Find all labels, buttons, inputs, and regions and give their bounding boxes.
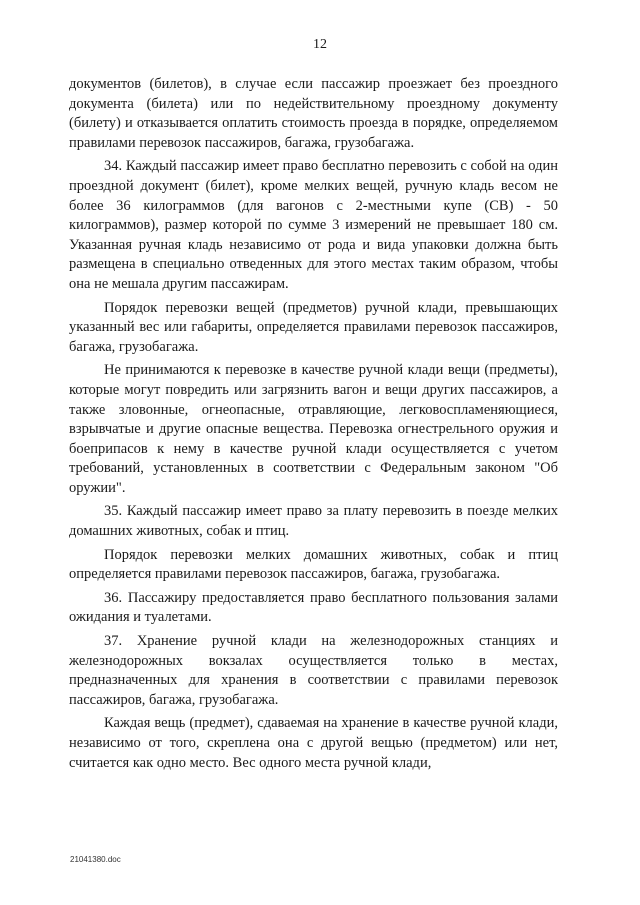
paragraph-oversize-order: Порядок перевозки вещей (предметов) ручной клади, превышающих указанный вес или габариты, определяется правилами перевозок пассажиров, багажа, грузобагажа.: [69, 299, 558, 355]
paragraph-35: 35. Каждый пассажир имеет право за плату перевозить в поезде мелких домашних животных, собак и птиц.: [69, 503, 558, 540]
paragraph-37: 37. Хранение ручной клади на железнодорожных станциях и железнодорожных вокзалах осуществляется только в местах, предназначенных для хранения в соответствии с правилами перевозок пассажиров, багажа, грузобагажа.: [69, 633, 558, 708]
paragraph-continuation: документов (билетов), в случае если пассажир проезжает без проездного документа (билета) или по недействительному проездному документу (билету) и отказывается оплатить стоимость проезда в порядке, определяемом правилами перевозок пассажиров, багажа, грузобагажа.: [69, 76, 558, 151]
document-body: [69, 75, 558, 777]
paragraph-36: 36. Пассажиру предоставляется право бесплатного пользования залами ожидания и туалетами.: [69, 589, 558, 626]
paragraph-prohibited-items: Не принимаются к перевозке в качестве ручной клади вещи (предметы), которые могут повредить или загрязнить вагон и вещи других пассажиров, а также зловонные, огнеопасные, отравляющие, легковоспламеняющиеся, взрывчатые и другие опасные вещества. Перевозка огнестрельного оружия и боеприпасов к нему в качестве ручной клади осуществляется с учетом требований, установленных в соответствии с Федеральным законом "Об оружии".: [69, 362, 558, 496]
paragraph-animals-order: Порядок перевозки мелких домашних животных, собак и птиц определяется правилами перевозок пассажиров, багажа, грузобагажа.: [69, 546, 558, 583]
paragraph-34: 34. Каждый пассажир имеет право бесплатно перевозить с собой на один проездной документ (билет), кроме мелких вещей, ручную кладь весом не более 36 килограммов (для вагонов с 2-местными купе (СВ) - 50 килограммов), размер которой по сумме 3 измерений не превышает 180 см. Указанная ручная кладь независимо от рода и вида упаковки должна быть размещена в специально отведенных для этого местах таким образом, чтобы она не мешала другим пассажирам.: [69, 158, 558, 292]
footer-filename: 21041380.doc: [70, 855, 121, 864]
paragraph-item-storage: Каждая вещь (предмет), сдаваемая на хранение в качестве ручной клади, независимо от того, скреплена она с другой вещью (предметом) или нет, считается как одно место. Вес одного места ручной клади,: [69, 715, 558, 771]
page-number: 12: [313, 37, 327, 52]
